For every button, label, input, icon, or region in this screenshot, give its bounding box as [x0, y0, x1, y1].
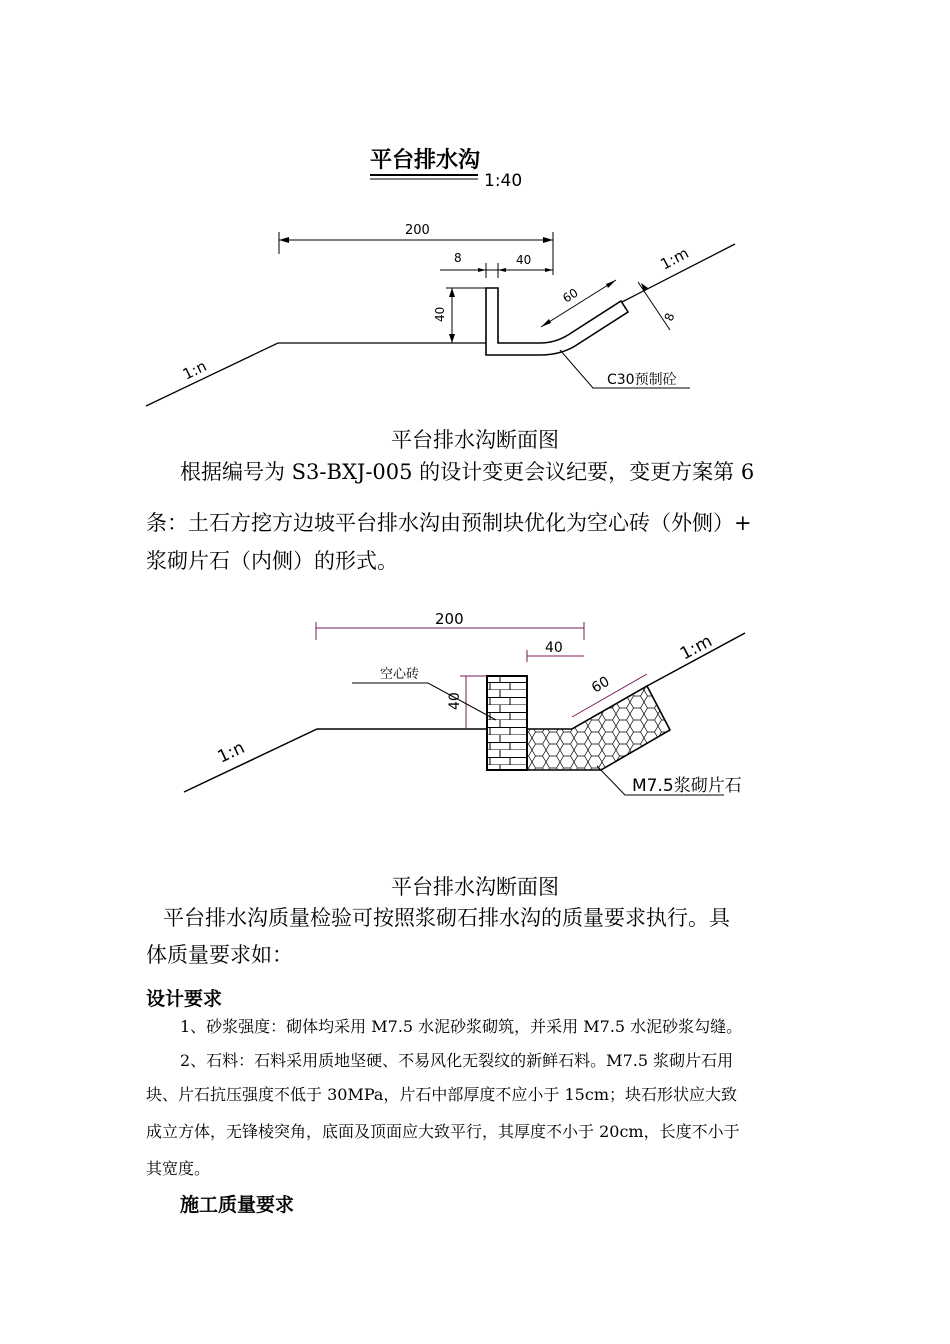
figure1-title: 平台排水沟 [370, 148, 481, 173]
figure1-dim-40-top: 40 [516, 253, 532, 267]
figure1-slope-right: 1:m [657, 243, 692, 274]
paragraph1-line2: 条：土石方挖方边坡平台排水沟由预制块优化为空心砖（外侧）+ [146, 511, 752, 535]
figure2-caption: 平台排水沟断面图 [391, 875, 559, 899]
figure1-dim-60: 60 [560, 285, 581, 306]
figure-precast-ditch [0, 0, 950, 420]
item2-line2: 块、片石抗压强度不低于 30MPa，片石中部厚度不应小于 15cm；块石形状应大致 [146, 1085, 737, 1104]
item2-line3: 成立方体，无锋棱突角，底面及顶面应大致平行，其厚度不小于 20cm，长度不小于 [146, 1122, 740, 1141]
figure1-caption: 平台排水沟断面图 [391, 428, 559, 452]
item2-line4: 其宽度。 [146, 1159, 211, 1178]
figure2-dim-40-side: 40 [447, 692, 463, 710]
figure1-dim-40-side: 40 [433, 306, 447, 322]
figure-brick-masonry-ditch [0, 600, 950, 810]
heading-construction-quality: 施工质量要求 [180, 1194, 295, 1216]
item2-line1: 2、石料：石料采用质地坚硬、不易风化无裂纹的新鲜石料。M7.5 浆砌片石用 [180, 1051, 734, 1070]
figure1-dim-8-slope: 8 [661, 311, 678, 324]
figure1-slope-left: 1:n [179, 356, 210, 384]
figure2-material: M7.5浆砌片石 [632, 776, 742, 796]
figure2-slope-right: 1:m [676, 631, 716, 665]
figure2-dim-40-top: 40 [545, 640, 563, 656]
paragraph2-line1: 平台排水沟质量检验可按照浆砌石排水沟的质量要求执行。具 [163, 906, 730, 930]
paragraph1-line1: 根据编号为 S3-BXJ-005 的设计变更会议纪要，变更方案第 6 [180, 460, 755, 484]
figure2-slope-left: 1:n [214, 737, 248, 768]
figure1-dim-8: 8 [454, 251, 462, 265]
item1-mortar-strength: 1、砂浆强度：砌体均采用 M7.5 水泥砂浆砌筑，并采用 M7.5 水泥砂浆勾缝。 [180, 1017, 743, 1036]
figure1-material: C30预制砼 [607, 372, 677, 388]
figure2-dim-60: 60 [589, 673, 613, 697]
heading-design-requirements: 设计要求 [146, 988, 223, 1010]
figure1-scale: 1:40 [484, 171, 523, 191]
paragraph2-line2: 体质量要求如： [146, 943, 293, 967]
figure2-dim-width: 200 [435, 610, 464, 628]
paragraph1-line3: 浆砌片石（内侧）的形式。 [146, 549, 398, 573]
figure1-dim-width: 200 [405, 223, 430, 238]
figure2-label-brick: 空心砖 [380, 667, 420, 682]
